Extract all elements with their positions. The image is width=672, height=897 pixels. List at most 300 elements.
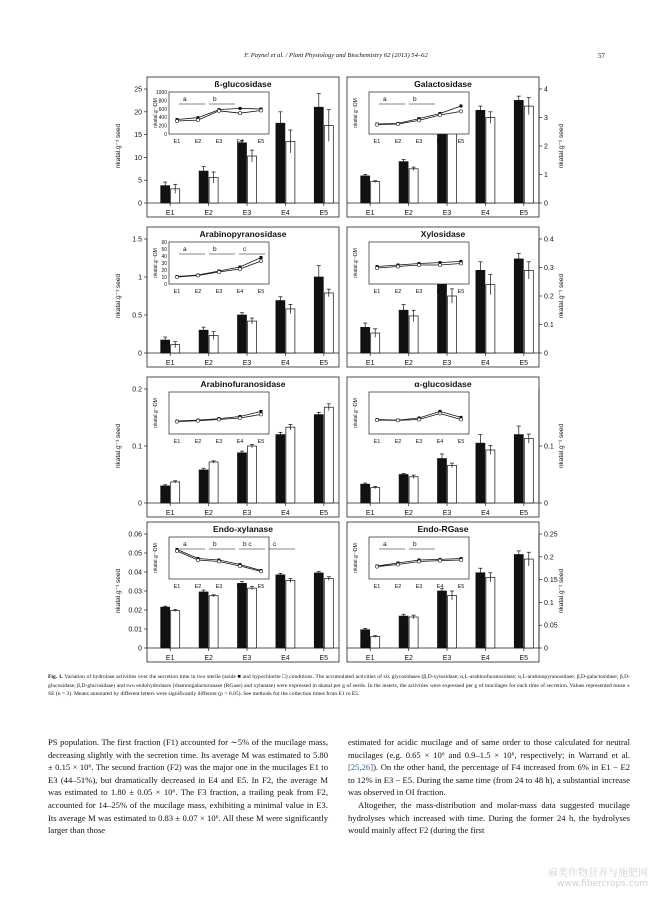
x-tick-label: E4: [481, 655, 490, 662]
inset-point: [217, 418, 220, 421]
x-tick-label: E2: [404, 210, 413, 217]
x-tick-label: E1: [165, 655, 175, 662]
bar-hypochlorite: [486, 118, 495, 204]
x-tick-label: E2: [204, 655, 213, 662]
panel-title: Arabinofuranosidase: [200, 379, 286, 389]
inset-point: [175, 119, 178, 122]
panel-title: α-glucosidase: [414, 379, 472, 389]
bar-hypochlorite: [409, 617, 418, 648]
bar-azide: [161, 486, 170, 503]
inset-y-tick-label: 600: [158, 106, 167, 113]
x-tick-label: E1: [165, 510, 175, 517]
inset-point: [417, 119, 420, 122]
y-tick-label: 0.1: [544, 443, 554, 451]
inset-x-label: E5: [457, 289, 465, 295]
bar-azide: [199, 330, 208, 353]
x-tick-label: E4: [481, 210, 490, 217]
inset-x-label: E3: [215, 139, 223, 145]
inset-point: [238, 267, 241, 270]
bar-azide: [238, 143, 247, 203]
bar-hypochlorite: [324, 579, 333, 648]
paragraph-text: estimated for acidic mucilage and of same order to those calculated for neutral mucilages (e.g. 0.65 × 10⁶ and 0.9–1.5 × 10⁶, respectively; in Warrand et al.: [348, 737, 630, 760]
x-tick-label: E3: [242, 360, 252, 367]
inset-y-tick-label: 30: [161, 261, 167, 267]
inset-point: [417, 263, 420, 266]
inset-point: [259, 109, 262, 112]
panel-title: Galactosidase: [414, 79, 472, 89]
bar-hypochlorite: [248, 588, 257, 648]
bar-hypochlorite: [324, 407, 333, 503]
x-tick-label: E3: [242, 655, 252, 662]
bar-azide: [276, 575, 285, 648]
x-tick-label: E5: [519, 210, 529, 217]
bar-hypochlorite: [248, 156, 257, 203]
inset-y-tick-label: 0: [164, 132, 167, 138]
panel-title: Endo-xylanase: [213, 524, 273, 534]
site-watermark: [548, 864, 648, 889]
x-tick-label: E4: [281, 655, 290, 662]
bar-azide: [161, 607, 170, 648]
paragraph: PS population. The first fraction (F1) accounted for ∼5% of the mucilage mass, decreasing slightly with the secretion time. Its average M was estimated to 5.80 ± 0.15 × 10⁶. The second fraction (F2) was the major one in the mucilages E1 to E3 (44–51%), but dramatically decreased in E4 and E5. In F2, the average M was estimated to 1.80 ± 0.05 × 10⁶. The F3 fraction, a trailing peak from F2, accounted for 14–25% of the mucilage mass, exhibiting a minimal value in E3. Its average M was estimated to 0.83 ± 0.07 × 10⁶. All these M were significantly larger than those: [48, 737, 328, 836]
inset-x-label: E2: [194, 139, 202, 145]
inset-x-label: E2: [194, 289, 202, 295]
bar-hypochlorite: [486, 285, 495, 353]
inset-point: [438, 559, 441, 562]
y-tick-label: 0.2: [132, 386, 142, 394]
bar-azide: [361, 630, 370, 648]
y-tick-label: 0.05: [128, 550, 142, 558]
inset-frame: [369, 392, 469, 434]
inset-x-label: E5: [257, 584, 265, 590]
y-tick-label: 1: [138, 274, 142, 282]
x-tick-label: E1: [165, 360, 175, 367]
significance-letter: b c: [243, 541, 252, 548]
figure-caption: [48, 673, 630, 699]
inset-point: [238, 112, 241, 115]
x-tick-label: E2: [404, 655, 413, 662]
bar-hypochlorite: [248, 446, 257, 503]
inset-point: [375, 565, 378, 568]
x-tick-label: E1: [365, 360, 375, 367]
bar-hypochlorite: [371, 182, 380, 203]
y-tick-label: 0: [544, 200, 548, 208]
paragraph-text: ). On the other hand, the percentage of F4 increased from 6% in E1 − E2 to 12% in E3 − E5. During the same time (from 24 to 48 h), a substantial increase was observed in OI fraction.: [348, 762, 630, 798]
x-tick-label: E2: [404, 510, 413, 517]
bar-hypochlorite: [209, 462, 218, 503]
y-tick-label: 0: [138, 350, 142, 358]
inset-point: [460, 105, 463, 108]
bar-azide: [276, 435, 285, 503]
x-tick-label: E4: [281, 210, 290, 217]
watermark-url: www.fibercrops.com: [557, 879, 648, 889]
inset-x-label: E4: [436, 289, 444, 295]
inset-y-tick-label: 10: [161, 275, 167, 281]
inset-x-label: E5: [257, 139, 265, 145]
bar-azide: [238, 315, 247, 353]
x-tick-label: E1: [365, 655, 375, 662]
inset-x-label: E3: [215, 584, 223, 590]
inset-point: [196, 419, 199, 422]
figure-label: Fig. 1.: [48, 674, 63, 680]
paragraph: [348, 736, 630, 799]
x-tick-label: E4: [481, 360, 490, 367]
bar-azide: [514, 100, 523, 203]
significance-letter: a: [183, 541, 187, 548]
panel-title: Xylosidase: [420, 229, 466, 239]
x-tick-label: E3: [242, 510, 252, 517]
x-tick-label: E2: [204, 360, 213, 367]
y-tick-label: 0: [138, 500, 142, 508]
inset-x-label: E1: [373, 584, 381, 590]
y-tick-label: 0: [138, 200, 142, 208]
bar-azide: [476, 270, 485, 353]
inset-x-label: E5: [457, 439, 465, 445]
body-right-column: [348, 736, 630, 837]
inset-point: [259, 570, 262, 573]
inset-point: [260, 410, 263, 413]
bar-hypochlorite: [448, 465, 457, 503]
bar-azide: [199, 470, 208, 503]
y-tick-label: 0.06: [128, 531, 142, 539]
bar-azide: [276, 301, 285, 353]
inset-x-label: E1: [173, 584, 181, 590]
x-tick-label: E2: [204, 510, 213, 517]
x-tick-label: E5: [519, 510, 529, 517]
y-tick-label: 0.15: [544, 577, 558, 585]
inset-x-label: E4: [236, 584, 244, 590]
watermark-title: 麻类作物营养与施肥网: [548, 868, 648, 879]
bar-hypochlorite: [448, 132, 457, 203]
inset-y-label: nkatal.g⁻¹DM: [153, 98, 159, 128]
body-left-column: [48, 736, 328, 837]
chart-panel: [144, 227, 339, 367]
inset-point: [459, 558, 462, 561]
x-tick-label: E3: [442, 510, 452, 517]
panel-title: Endo-RGase: [417, 524, 469, 534]
x-tick-label: E4: [281, 360, 290, 367]
y-tick-label: 15: [134, 132, 142, 140]
inset-y-label: nkatal.g⁻¹DM: [353, 248, 359, 278]
bar-azide: [399, 310, 408, 353]
bar-azide: [276, 123, 285, 203]
bar-hypochlorite: [171, 611, 180, 648]
bar-hypochlorite: [209, 596, 218, 648]
y-tick-label: 0.2: [544, 293, 554, 301]
inset-y-tick-label: 40: [161, 254, 167, 260]
inset-x-label: E2: [194, 584, 202, 590]
significance-letter: b: [213, 96, 217, 103]
bar-azide: [361, 484, 370, 503]
bar-azide: [514, 435, 523, 503]
inset-x-label: E2: [394, 289, 402, 295]
x-tick-label: E3: [242, 210, 252, 217]
significance-letter: c: [273, 541, 277, 548]
inset-point: [459, 418, 462, 421]
inset-point: [396, 419, 399, 422]
inset-x-label: E5: [457, 139, 465, 145]
y-tick-label: 2: [544, 143, 548, 151]
bar-hypochlorite: [448, 296, 457, 353]
bar-hypochlorite: [171, 482, 180, 503]
bar-hypochlorite: [286, 309, 295, 353]
inset-x-label: E4: [436, 439, 444, 445]
inset-x-label: E2: [394, 439, 402, 445]
inset-x-label: E3: [415, 584, 423, 590]
inset-point: [196, 119, 199, 122]
bar-azide: [399, 616, 408, 648]
bar-azide: [238, 583, 247, 648]
inset-point: [417, 560, 420, 563]
inset-point: [175, 549, 178, 552]
inset-x-label: E4: [236, 439, 244, 445]
bar-hypochlorite: [324, 293, 333, 353]
inset-x-label: E1: [373, 439, 381, 445]
chart-panel: [144, 77, 339, 217]
chart-panel: [144, 377, 339, 517]
inset-x-label: E2: [194, 439, 202, 445]
bar-hypochlorite: [286, 427, 295, 503]
y-tick-label: 0.4: [544, 236, 554, 244]
inset-point: [417, 418, 420, 421]
significance-letter: a: [383, 96, 387, 103]
y-tick-label: 0: [544, 500, 548, 508]
inset-y-tick-label: 400: [158, 115, 167, 122]
bar-azide: [514, 555, 523, 648]
y-tick-label: 0: [138, 645, 142, 653]
bar-azide: [399, 475, 408, 504]
inset-y-tick-label: 800: [158, 98, 167, 105]
inset-y-label: nkatal.g⁻¹DM: [353, 98, 359, 128]
x-tick-label: E1: [365, 210, 375, 217]
x-tick-label: E2: [404, 360, 413, 367]
inset-point: [259, 413, 262, 416]
x-tick-label: E3: [442, 210, 452, 217]
bar-hypochlorite: [524, 559, 533, 648]
inset-y-tick-label: 60: [161, 240, 167, 246]
bar-azide: [199, 592, 208, 648]
bar-azide: [514, 259, 523, 353]
inset-point: [175, 420, 178, 423]
y-tick-label: 0.3: [544, 265, 554, 272]
x-tick-label: E3: [442, 655, 452, 662]
chart-panel: [347, 522, 542, 662]
y-tick-label: 25: [134, 86, 142, 94]
inset-point: [438, 263, 441, 266]
bar-hypochlorite: [524, 270, 533, 353]
y-tick-label: 4: [544, 86, 548, 94]
inset-point: [396, 265, 399, 268]
significance-letter: a: [183, 96, 187, 103]
y-tick-label: 1: [544, 172, 548, 179]
y-tick-label: 0.1: [544, 599, 554, 607]
x-tick-label: E1: [165, 210, 175, 217]
page-number: 57: [598, 52, 605, 60]
chart-panel: [347, 377, 542, 517]
inset-x-label: E4: [436, 584, 444, 590]
y-tick-label: 3: [544, 115, 548, 122]
inset-y-tick-label: 20: [161, 268, 167, 274]
x-tick-label: E5: [519, 655, 529, 662]
inset-x-label: E3: [215, 439, 223, 445]
y-axis-label: nkatal.g⁻¹ seed: [115, 273, 122, 319]
x-tick-label: E2: [204, 210, 213, 217]
chart-panel: [144, 522, 339, 662]
y-axis-label: nkatal.g⁻¹ seed: [115, 568, 122, 614]
bar-azide: [476, 443, 485, 503]
y-tick-label: 0.25: [544, 531, 558, 539]
bar-azide: [438, 123, 447, 203]
bar-hypochlorite: [486, 450, 495, 503]
inset-x-label: E1: [173, 439, 181, 445]
y-axis-label: nkatal.g⁻¹ seed: [558, 568, 565, 614]
bar-hypochlorite: [524, 106, 533, 203]
x-tick-label: E3: [442, 360, 452, 367]
x-tick-label: E1: [365, 510, 375, 517]
inset-point: [196, 274, 199, 277]
bar-hypochlorite: [448, 596, 457, 648]
bar-hypochlorite: [409, 169, 418, 203]
y-tick-label: 10: [134, 154, 142, 162]
inset-y-tick-label: 1000: [155, 90, 167, 96]
y-axis-label: nkatal.g⁻¹ seed: [558, 423, 565, 469]
y-tick-label: 0.03: [128, 588, 142, 596]
inset-point: [396, 563, 399, 566]
inset-point: [175, 275, 178, 278]
x-tick-label: E5: [319, 360, 329, 367]
inset-point: [260, 256, 263, 259]
inset-x-label: E5: [257, 439, 265, 445]
y-tick-label: 0.5: [132, 312, 142, 320]
inset-y-label: nkatal.g⁻¹DM: [153, 248, 159, 278]
paragraph: Altogether, the mass-distribution and molar-mass data suggested mucilage hydrolyses which increased with time. During the former 24 h, the hydrolyses would mainly affect F2 (during the first: [348, 799, 630, 836]
inset-x-label: E3: [415, 139, 423, 145]
y-tick-label: 0: [544, 350, 548, 358]
inset-y-tick-label: 0: [164, 282, 167, 288]
inset-x-label: E4: [436, 139, 444, 145]
significance-letter: b: [213, 246, 217, 253]
bar-hypochlorite: [286, 581, 295, 648]
inset-x-label: E1: [173, 289, 181, 295]
running-header: [0, 52, 672, 66]
inset-point: [196, 558, 199, 561]
significance-letter: a: [183, 246, 187, 253]
x-tick-label: E5: [519, 360, 529, 367]
y-axis-label: nkatal.g⁻¹ seed: [558, 123, 565, 169]
inset-x-label: E3: [415, 439, 423, 445]
significance-letter: b: [413, 541, 417, 548]
inset-x-label: E5: [457, 584, 465, 590]
inset-x-label: E3: [215, 289, 223, 295]
inset-y-tick-label: 50: [161, 247, 167, 253]
inset-point: [438, 113, 441, 116]
inset-point: [239, 107, 242, 110]
x-tick-label: E5: [319, 655, 329, 662]
reference-link[interactable]: [25,26]: [348, 762, 374, 773]
bar-azide: [314, 107, 323, 203]
inset-point: [396, 122, 399, 125]
y-tick-label: 0: [544, 645, 548, 653]
x-tick-label: E4: [481, 510, 490, 517]
bar-azide: [314, 415, 323, 503]
y-tick-label: 5: [138, 177, 142, 185]
bar-hypochlorite: [248, 321, 257, 353]
y-tick-label: 0.04: [128, 569, 142, 577]
inset-y-label: nkatal.g⁻¹DM: [353, 543, 359, 573]
inset-x-label: E2: [394, 139, 402, 145]
bar-hypochlorite: [409, 477, 418, 503]
bar-hypochlorite: [371, 637, 380, 648]
inset-x-label: E1: [373, 289, 381, 295]
y-axis-label: nkatal.g⁻¹ seed: [115, 423, 122, 469]
y-tick-label: 0.02: [128, 607, 142, 615]
inset-x-label: E5: [257, 289, 265, 295]
y-tick-label: 0.1: [132, 443, 142, 451]
bar-azide: [199, 171, 208, 203]
inset-y-label: nkatal.g⁻¹DM: [153, 398, 159, 428]
inset-point: [438, 412, 441, 415]
y-axis-label: nkatal.g⁻¹ seed: [558, 273, 565, 319]
x-tick-label: E5: [319, 510, 329, 517]
inset-x-label: E4: [236, 139, 244, 145]
bar-azide: [361, 176, 370, 203]
inset-point: [217, 560, 220, 563]
bar-hypochlorite: [524, 439, 533, 503]
inset-point: [375, 419, 378, 422]
bar-hypochlorite: [486, 577, 495, 648]
inset-x-label: E3: [415, 289, 423, 295]
inset-point: [238, 416, 241, 419]
inset-point: [217, 109, 220, 112]
inset-y-label: nkatal.g⁻¹DM: [353, 398, 359, 428]
y-axis-label: nkatal.g⁻¹ seed: [115, 123, 122, 169]
significance-letter: c: [243, 246, 247, 253]
inset-y-label: nkatal.g⁻¹DM: [153, 543, 159, 573]
x-tick-label: E5: [319, 210, 329, 217]
significance-letter: a: [383, 541, 387, 548]
inset-y-tick-label: 200: [158, 123, 167, 130]
bar-azide: [238, 453, 247, 503]
inset-x-label: E2: [394, 584, 402, 590]
y-tick-label: 1.5: [132, 236, 142, 244]
figure-1: [100, 70, 565, 670]
inset-point: [459, 262, 462, 265]
chart-panel: [347, 77, 542, 217]
inset-point: [375, 266, 378, 269]
journal-citation: F. Paynel et al. / Plant Physiology and Biochemistry 62 (2013) 54–62: [244, 52, 428, 59]
significance-letter: b: [213, 541, 217, 548]
inset-point: [375, 123, 378, 126]
bar-hypochlorite: [371, 488, 380, 503]
chart-panel: [347, 227, 542, 367]
bar-azide: [438, 591, 447, 648]
caption-text: Variation of hydrolase activities over the secretion time in two sterile (azide ■ and hypochlorite □) conditions. The accumulated activities of six glycosidases (β,D-xylosidase; α,L-arabinofuranosidase; α,L-arabinopyranosidase; β,D-galactosidase; β,D-glucosidase; β,D-glucosidase) and two endohydrolases (rhamnogalacturonase (RGase) and xylanase) were expressed in nkatal per g of seeds. In the inserts, the activities were expressed per g of mucilages for each time of secretion. Values represented mean ± SE (n = 3). Means annotated by different letters were significantly different (p < 0.05). See methods for the collection times from E1 to E5.: [48, 674, 631, 698]
y-tick-label: 0.01: [128, 626, 142, 634]
y-tick-label: 0.1: [544, 322, 554, 329]
inset-point: [259, 259, 262, 262]
panel-title: ß-glucosidase: [214, 79, 272, 89]
bar-azide: [476, 110, 485, 203]
inset-point: [238, 564, 241, 567]
y-tick-label: 20: [134, 109, 142, 117]
inset-point: [459, 110, 462, 113]
bar-azide: [399, 162, 408, 203]
inset-x-label: E4: [236, 289, 244, 295]
panel-title: Arabinopyranosidase: [199, 229, 287, 239]
x-tick-label: E4: [281, 510, 290, 517]
bar-azide: [476, 573, 485, 648]
bar-azide: [438, 459, 447, 503]
y-tick-label: 0.2: [544, 554, 554, 562]
